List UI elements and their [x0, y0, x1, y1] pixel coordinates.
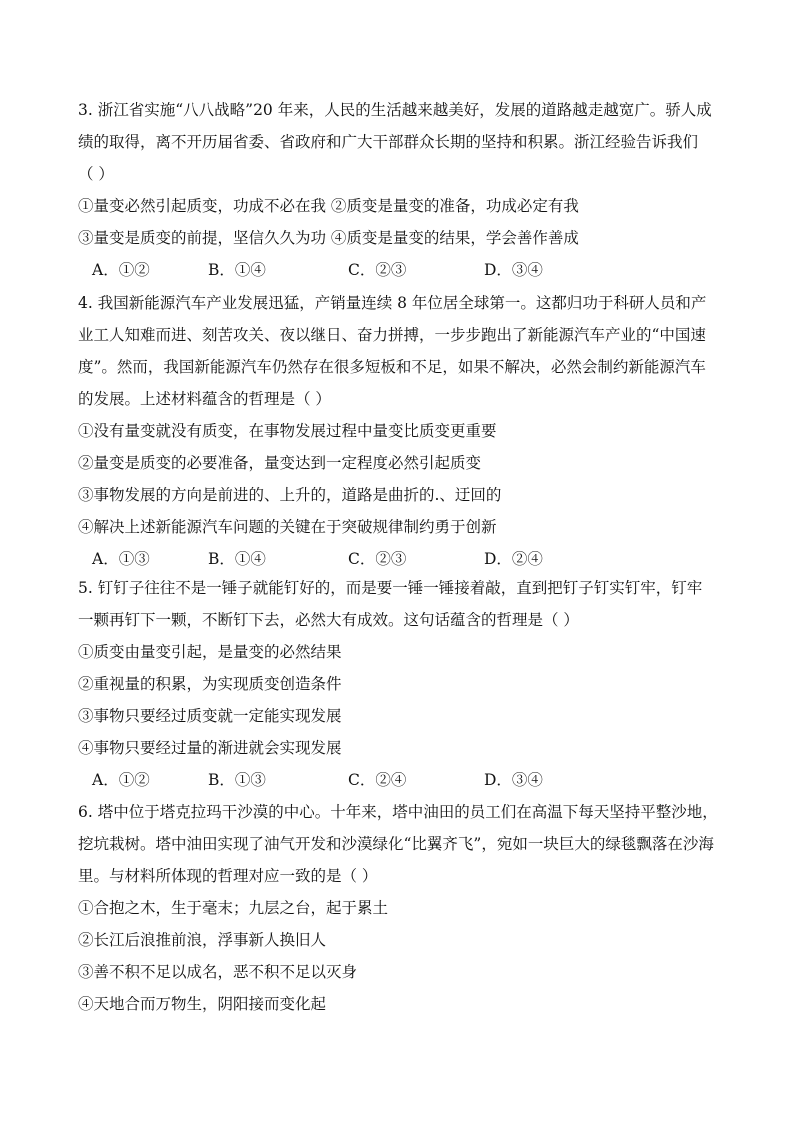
question-4-choices	[78, 543, 718, 575]
question-5-stem-line: 一颗再钉下一颗，不断钉下去，必然大有成效。这句话蕴含的哲理是（ ）	[78, 611, 579, 629]
question-6-option: ①合抱之木，生于毫末；九层之台，起于累土	[78, 899, 389, 917]
question-3	[78, 94, 718, 286]
question-5-option: ④事物只要经过量的渐进就会实现发展	[78, 739, 342, 757]
question-5-stem-line: 5. 钉钉子往往不是一锤子就能钉好的，而是要一锤一锤接着敲，直到把钉子钉实钉牢，钉牢	[78, 579, 703, 597]
question-6-option: ②长江后浪推前浪，浮事新人换旧人	[78, 931, 327, 949]
choice-b: B．①④	[208, 550, 266, 568]
question-3-stem-line: （ ）	[78, 165, 114, 183]
choice-b: B．①③	[208, 771, 266, 789]
question-4-option: ①没有量变就没有质变，在事物发展过程中量变比质变更重要	[78, 422, 497, 440]
question-5-option: ③事物只要经过质变就一定能实现发展	[78, 707, 342, 725]
choice-c: C．②③	[348, 550, 407, 568]
question-4	[78, 287, 718, 575]
question-4-stem-line: 4. 我国新能源汽车产业发展迅猛，产销量连续 8 年位居全球第一。这都归功于科研人员和产	[78, 294, 707, 312]
question-4-stem-line: 的发展。上述材料蕴含的哲理是（ ）	[78, 390, 331, 408]
question-4-option: ②量变是质变的必要准备，量变达到一定程度必然引起质变	[78, 454, 482, 472]
question-4-stem-line: 业工人知难而进、刻苦攻关、夜以继日、奋力拼搏，一步步跑出了新能源汽车产业的“中国速	[78, 326, 706, 344]
choice-d: D．③④	[484, 261, 543, 279]
question-3-choices	[78, 254, 718, 286]
choice-d: D．②④	[484, 550, 543, 568]
choice-c: C．②③	[348, 261, 407, 279]
question-4-option: ③事物发展的方向是前进的、上升的，道路是曲折的.、迂回的	[78, 486, 502, 504]
question-5-option: ②重视量的积累，为实现质变创造条件	[78, 675, 342, 693]
choice-b: B．①④	[208, 261, 266, 279]
question-5-choices	[78, 764, 718, 796]
question-3-option: ①量变必然引起质变，功成不必在我 ②质变是量变的准备，功成必定有我	[78, 197, 579, 215]
question-6-option: ④天地合而万物生，阴阳接而变化起	[78, 995, 327, 1013]
question-3-stem-line: 绩的取得，离不开历届省委、省政府和广大干部群众长期的坚持和积累。浙江经验告诉我们	[78, 133, 699, 151]
question-4-stem-line: 度”。然而，我国新能源汽车仍然存在很多短板和不足，如果不解决，必然会制约新能源汽车	[78, 358, 706, 376]
question-6-option: ③善不积不足以成名，恶不积不足以灭身	[78, 963, 358, 981]
choice-a: A．①②	[92, 771, 150, 789]
choice-a: A．①②	[92, 261, 150, 279]
choice-c: C．②④	[348, 771, 407, 789]
question-6-stem-line: 里。与材料所体现的哲理对应一致的是（ ）	[78, 867, 378, 885]
question-6-stem-line: 6. 塔中位于塔克拉玛干沙漠的中心。十年来，塔中油田的员工们在高温下每天坚持平整沙地，	[78, 803, 718, 821]
choice-a: A．①③	[92, 550, 150, 568]
question-4-option: ④解决上述新能源汽车问题的关键在于突破规律制约勇于创新	[78, 518, 497, 536]
question-6	[78, 796, 718, 1020]
question-3-option: ③量变是质变的前提，坚信久久为功 ④质变是量变的结果，学会善作善成	[78, 229, 579, 247]
question-6-stem-line: 挖坑栽树。塔中油田实现了油气开发和沙漠绿化“比翼齐飞”，宛如一块巨大的绿毯飘落在沙海	[78, 835, 714, 853]
choice-d: D．③④	[484, 771, 543, 789]
question-3-stem-line: 3. 浙江省实施“八八战略”20 年来，人民的生活越来越美好，发展的道路越走越宽广。骄人成	[78, 101, 712, 119]
question-5	[78, 572, 718, 796]
question-5-option: ①质变由量变引起，是量变的必然结果	[78, 643, 342, 661]
